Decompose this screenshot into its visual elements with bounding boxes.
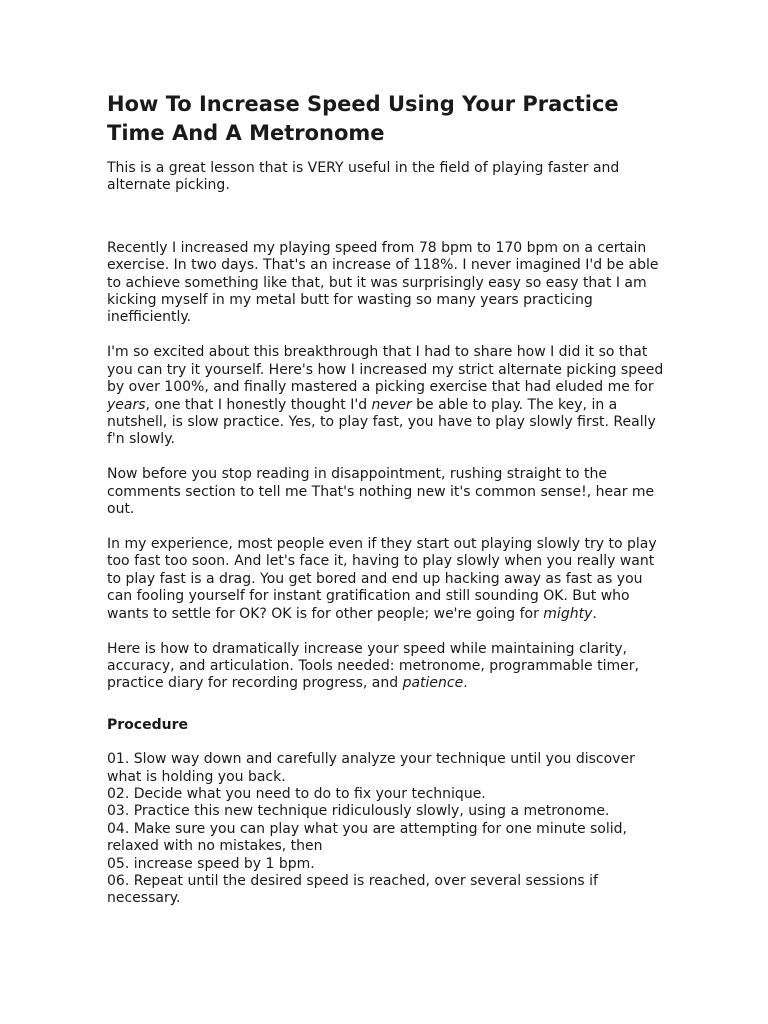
emphasis-years: years	[107, 396, 146, 413]
procedure-step: 06. Repeat until the desired speed is reached, over several sessions if necessary.	[107, 873, 598, 907]
paragraph-5	[107, 641, 667, 693]
page-title: How To Increase Speed Using Your Practice Time And A Metronome	[107, 92, 619, 145]
intro-paragraph: This is a great lesson that is VERY useful in the field of playing faster and alternate picking.	[107, 160, 620, 194]
procedure-step: 04. Make sure you can play what you are attempting for one minute solid, relaxed with no mistakes, then	[107, 820, 627, 855]
paragraph-2	[107, 344, 667, 448]
procedure-step: 02. Decide what you need to do to fix your technique.	[107, 785, 486, 802]
procedure-step: 01. Slow way down and carefully analyze your technique until you discover what is holding you back.	[107, 751, 635, 785]
paragraph-5-text-b: .	[463, 675, 468, 692]
paragraph-4-text-b: .	[592, 605, 597, 622]
paragraph-2-text-c: be able to play. The key, in a nutshell, is slow practice. Yes, to play fast, you have to play slowly first. Really f'n slowly.	[107, 396, 656, 448]
paragraph-5-text-a: Here is how to dramatically increase your speed while maintaining clarity, accuracy, and articulation. Tools needed: metronome, programmable timer, practice diary for recording progress, and	[107, 640, 639, 692]
procedure-steps	[107, 751, 667, 908]
paragraph-4-text-a: In my experience, most people even if they start out playing slowly try to play too fast too soon. And let's face it, having to play slowly when you really want to play fast is a drag. You get bored and end up hacking away as fast as you can fooling yourself for instant gratification and still sounding OK. But who wants to settle for OK? OK is for other people; we're going for	[107, 536, 657, 622]
emphasis-never: never	[371, 396, 412, 413]
paragraph-1: Recently I increased my playing speed from 78 bpm to 170 bpm on a certain exercise. In two days. That's an increase of 118%. I never imagined I'd be able to achieve something like that, but it was surprisingly easy so easy that I am kicking myself in my metal butt for wasting so many years practicing inefficiently.	[107, 239, 659, 326]
document-page	[107, 90, 667, 908]
paragraph-4	[107, 536, 667, 623]
procedure-step: 03. Practice this new technique ridiculously slowly, using a metronome.	[107, 803, 610, 820]
emphasis-mighty: mighty	[543, 605, 593, 622]
emphasis-patience: patience	[402, 675, 464, 692]
paragraph-3: Now before you stop reading in disappointment, rushing straight to the comments section to tell me That's nothing new it's common sense!, hear me out.	[107, 466, 655, 518]
paragraph-2-text-a: I'm so excited about this breakthrough that I had to share how I did it so that you can try it yourself. Here's how I increased my strict alternate picking speed by over 100%, and finally mastered a picking exercise that had eluded me for	[107, 344, 664, 396]
paragraph-2-text-b: , one that I honestly thought I'd	[145, 396, 372, 413]
procedure-step: 05. increase speed by 1 bpm.	[107, 855, 315, 872]
procedure-heading: Procedure	[107, 716, 188, 733]
